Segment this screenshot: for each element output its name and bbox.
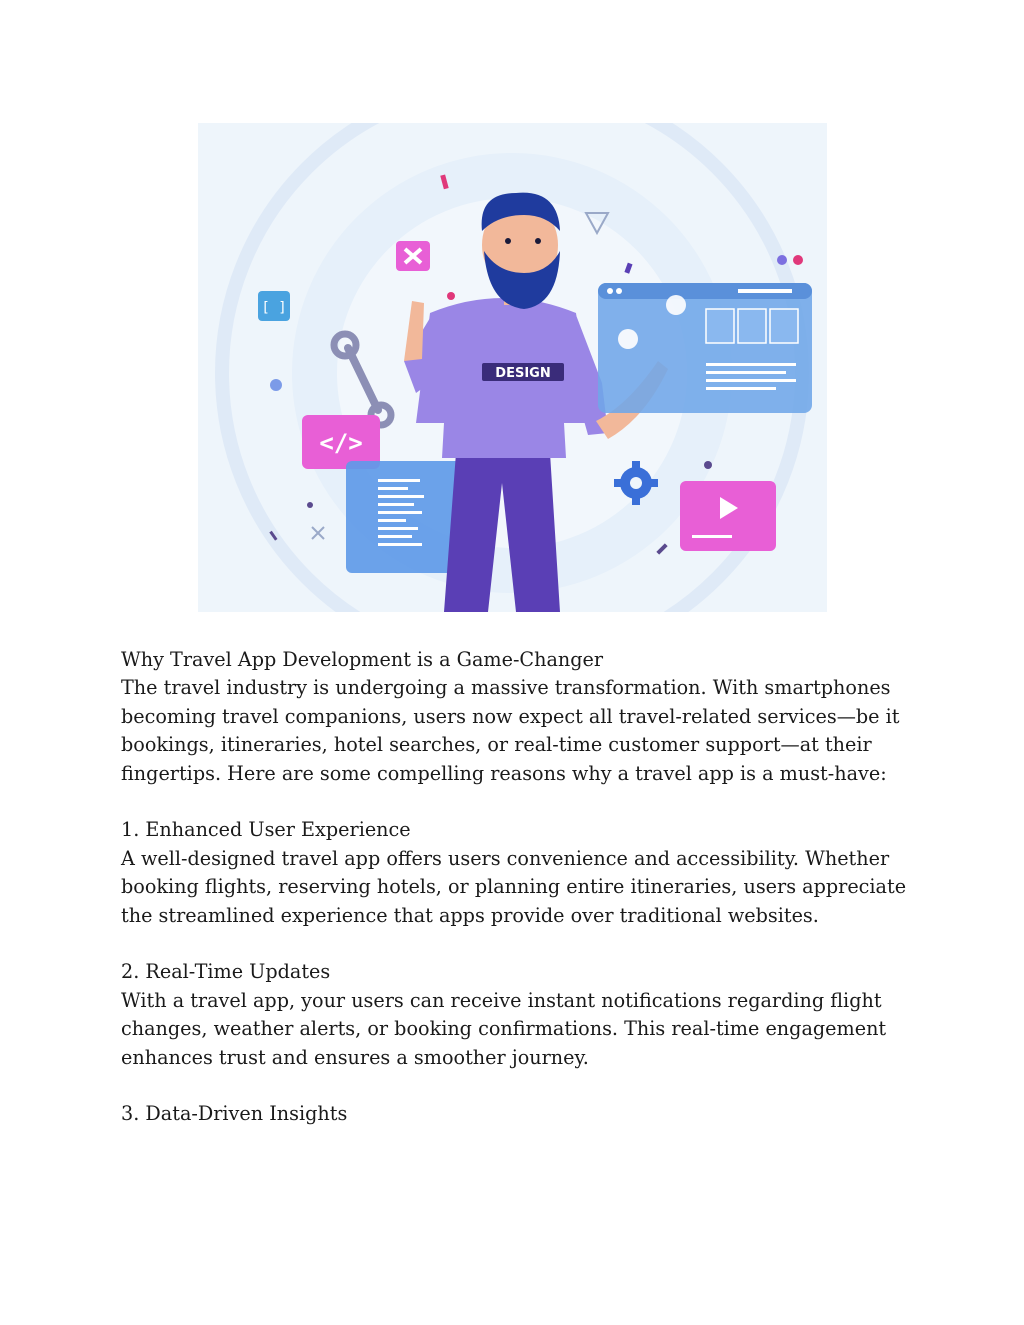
article-heading: Why Travel App Development is a Game-Changer (121, 648, 604, 671)
x-mark-icon (312, 527, 324, 539)
dot-icon (777, 255, 787, 265)
section-title: 3. Data-Driven Insights (121, 1102, 348, 1126)
section-body: With a travel app, your users can receive instant notifications regarding flight changes, weather alerts, or booking confirmations. This real-time engagement enhances trust and ensures a smoother journey. (121, 988, 887, 1069)
section-title: 1. Enhanced User Experience (121, 818, 411, 842)
svg-text:</>: </> (319, 429, 363, 457)
article-intro: The travel industry is undergoing a massive transformation. With smartphones becoming travel companions, users now expect all travel-related services—be it bookings, itineraries, hotel searches, or real-time customer support—at their fingertips. Here are some compelling reasons why a travel app is a must-have: (121, 676, 900, 785)
section-body: A well-designed travel app offers users convenience and accessibility. Whether booking flights, reserving hotels, or planning entire itineraries, users appreciate the streamlined experience that apps provide over traditional websites. (121, 846, 907, 927)
touch-point-icon (666, 295, 686, 315)
article-body (121, 646, 911, 1129)
touch-point-icon (618, 329, 638, 349)
shirt-logo-text: DESIGN (495, 366, 551, 381)
dot-icon (793, 255, 803, 265)
section-title: 2. Real-Time Updates (121, 960, 331, 984)
video-player-icon (680, 481, 776, 551)
svg-text:[ ]: [ ] (261, 300, 287, 316)
designer-illustration (198, 123, 827, 612)
